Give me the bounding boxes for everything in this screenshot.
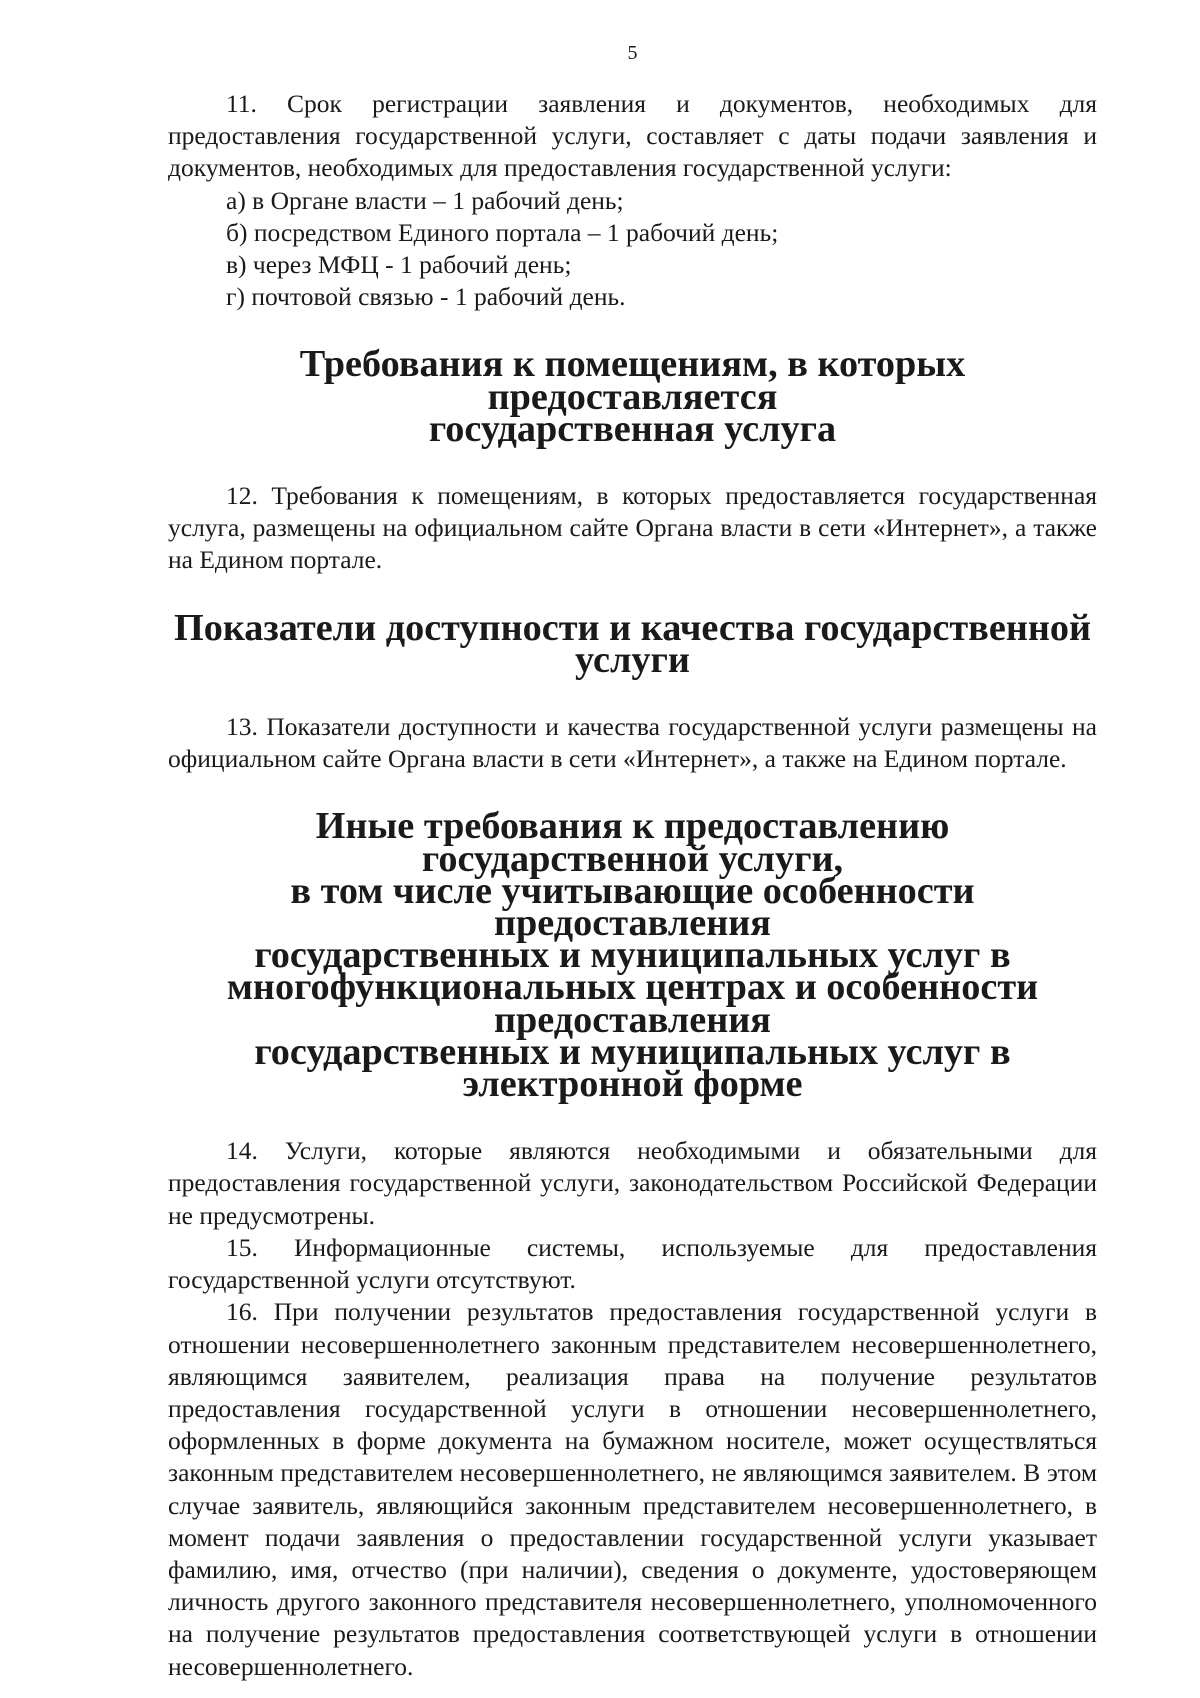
heading-line: государственных и муниципальных услуг в	[254, 934, 1011, 977]
paragraph-12: 12. Требования к помещениям, в которых предоставляется государственная услуга, размещены на официальном сайте Органа власти в сети «Интернет», а также на Едином портале.	[168, 481, 1097, 575]
list-item-g: г) почтовой связью - 1 рабочий день.	[226, 282, 626, 312]
paragraph-14: 14. Услуги, которые являются необходимыми и обязательными для предоставления государственной услуги, законодательством Российской Федерации не предусмотрены.	[168, 1136, 1097, 1230]
paragraph-16: 16. При получении результатов предоставления государственной услуги в отношении несовершеннолетнего законным представителем несовершеннолетнего, являющимся заявителем, реализация права на получение результатов предоставления государственной услуги в отношении несовершеннолетнего, оформленных в форме документа на бумажном носителе, может осуществляться законным представителем несовершеннолетнего, не являющимся заявителем. В этом случае заявитель, являющийся законным представителем несовершеннолетнего, в момент подачи заявления о предоставлении государственной услуги указывает фамилию, имя, отчество (при наличии), сведения о документе, удостоверяющем личность другого законного представителя несовершеннолетнего, уполномоченного на получение результатов предоставления соответствующей услуги в отношении несовершеннолетнего.	[168, 1297, 1097, 1681]
heading-line: государственных и муниципальных услуг в электронной форме	[254, 1030, 1011, 1106]
heading-line: Иные требования к предоставлению государственной услуги,	[315, 805, 950, 880]
list-item-a: а) в Органе власти – 1 рабочий день;	[226, 185, 624, 215]
list-item-b: б) посредством Единого портала – 1 рабочий день;	[226, 217, 779, 247]
page-number: 5	[627, 42, 638, 64]
paragraph-15: 15. Информационные системы, используемые для предоставления государственной услуги отсутствуют.	[168, 1232, 1097, 1295]
heading-line: Показатели доступности и качества государственной услуги	[173, 606, 1092, 681]
list-item-v: в) через МФЦ - 1 рабочий день;	[226, 250, 572, 280]
section-heading-premises	[168, 343, 1097, 450]
heading-line: Требования к помещениям, в которых предоставляется	[299, 343, 966, 418]
paragraph-13: 13. Показатели доступности и качества государственной услуги размещены на официальном сайте Органа власти в сети «Интернет», а также на Едином портале.	[168, 712, 1097, 774]
document-body	[168, 88, 1097, 1683]
section-heading-quality	[168, 606, 1097, 681]
heading-line: государственная услуга	[428, 407, 837, 450]
paragraph-11: 11. Срок регистрации заявления и документов, необходимых для предоставления государственной услуги, составляет с даты подачи заявления и документов, необходимых для предоставления государственной услуги:	[168, 89, 1097, 183]
heading-line: в том числе учитывающие особенности предоставления	[290, 869, 975, 945]
section-heading-other-requirements	[168, 805, 1097, 1106]
heading-line: многофункциональных центрах и особенности предоставления	[226, 966, 1039, 1041]
